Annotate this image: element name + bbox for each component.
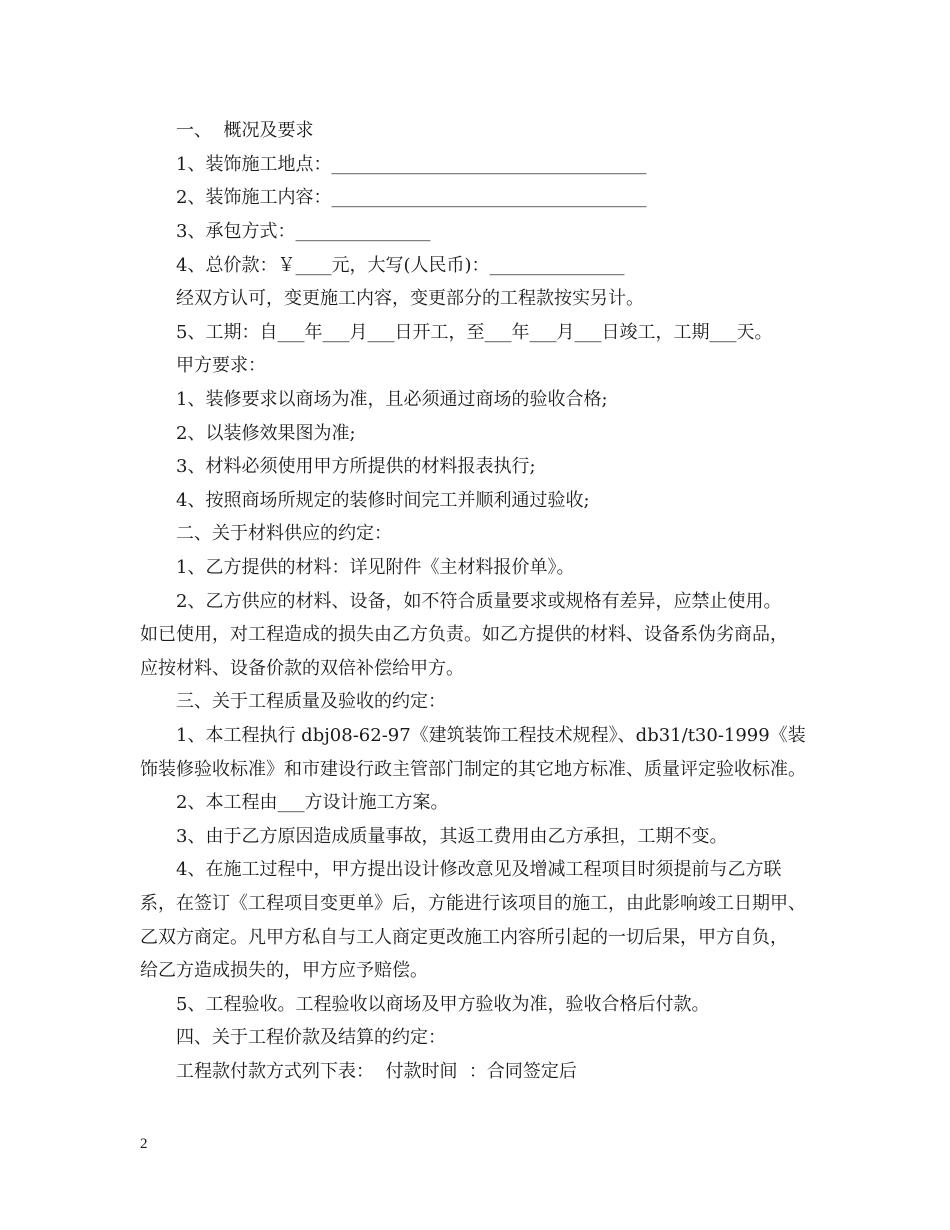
- paragraph-line: 5、工期：自___年___月___日开工，至___年___月___日竣工，工期___天。: [176, 322, 773, 343]
- paragraph-line: 2、以装修效果图为准;: [176, 423, 356, 444]
- paragraph-line: 给乙方造成损失的，甲方应予赔偿。: [140, 960, 428, 981]
- paragraph-line: 4、总价款：￥____元，大写(人民币)：_______________: [176, 255, 625, 276]
- page-number: 2: [140, 1136, 148, 1152]
- paragraph-line: 2、装饰施工内容：___________________________________: [176, 187, 647, 208]
- subheading-requirements: 甲方要求：: [176, 355, 266, 376]
- section-heading-payment: 四、关于工程价款及结算的约定：: [176, 1027, 446, 1048]
- paragraph-line: 系，在签订《工程项目变更单》后，方能进行该项目的施工，由此影响竣工日期甲、: [140, 893, 806, 914]
- section-heading-quality: 三、关于工程质量及验收的约定：: [176, 691, 446, 712]
- paragraph-line: 3、由于乙方原因造成质量事故，其返工费用由乙方承担，工期不变。: [176, 826, 728, 847]
- paragraph-line: 2、乙方供应的材料、设备，如不符合质量要求或规格有差异，应禁止使用。: [176, 591, 782, 612]
- paragraph-line: 如已使用，对工程造成的损失由乙方负责。如乙方提供的材料、设备系伪劣商品，: [140, 624, 788, 645]
- section-heading-materials: 二、关于材料供应的约定：: [176, 523, 392, 544]
- paragraph-line: 3、承包方式：_______________: [176, 221, 431, 242]
- paragraph-line: 4、按照商场所规定的装修时间完工并顺利通过验收;: [176, 490, 590, 511]
- paragraph-line: 2、本工程由___方设计施工方案。: [176, 792, 449, 813]
- paragraph-line: 4、在施工过程中，甲方提出设计修改意见及增减工程项目时须提前与乙方联: [176, 859, 782, 880]
- paragraph-line: 乙双方商定。凡甲方私自与工人商定更改施工内容所引起的一切后果，甲方自负，: [140, 927, 788, 948]
- paragraph-line: 1、乙方提供的材料：详见附件《主材料报价单》。: [176, 557, 575, 578]
- paragraph-line: 3、材料必须使用甲方所提供的材料报表执行;: [176, 456, 536, 477]
- paragraph-line: 经双方认可，变更施工内容，变更部分的工程款按实另计。: [176, 288, 644, 309]
- paragraph-line: 工程款付款方式列下表： 付款时间 ：合同签定后: [176, 1061, 577, 1082]
- paragraph-line: 1、装修要求以商场为准，且必须通过商场的验收合格;: [176, 389, 608, 410]
- paragraph-line: 1、装饰施工地点：___________________________________: [176, 154, 647, 175]
- paragraph-line: 5、工程验收。工程验收以商场及甲方验收为准，验收合格后付款。: [176, 994, 710, 1015]
- paragraph-line: 应按材料、设备价款的双倍补偿给甲方。: [140, 658, 464, 679]
- paragraph-line: 1、本工程执行 dbj08-62-97《建筑装饰工程技术规程》、db31/t30-1999《装: [176, 725, 806, 746]
- section-heading-overview: 一、 概况及要求: [176, 120, 314, 141]
- paragraph-line: 饰装修验收标准》和市建设行政主管部门制定的其它地方标准、质量评定验收标准。: [140, 759, 806, 780]
